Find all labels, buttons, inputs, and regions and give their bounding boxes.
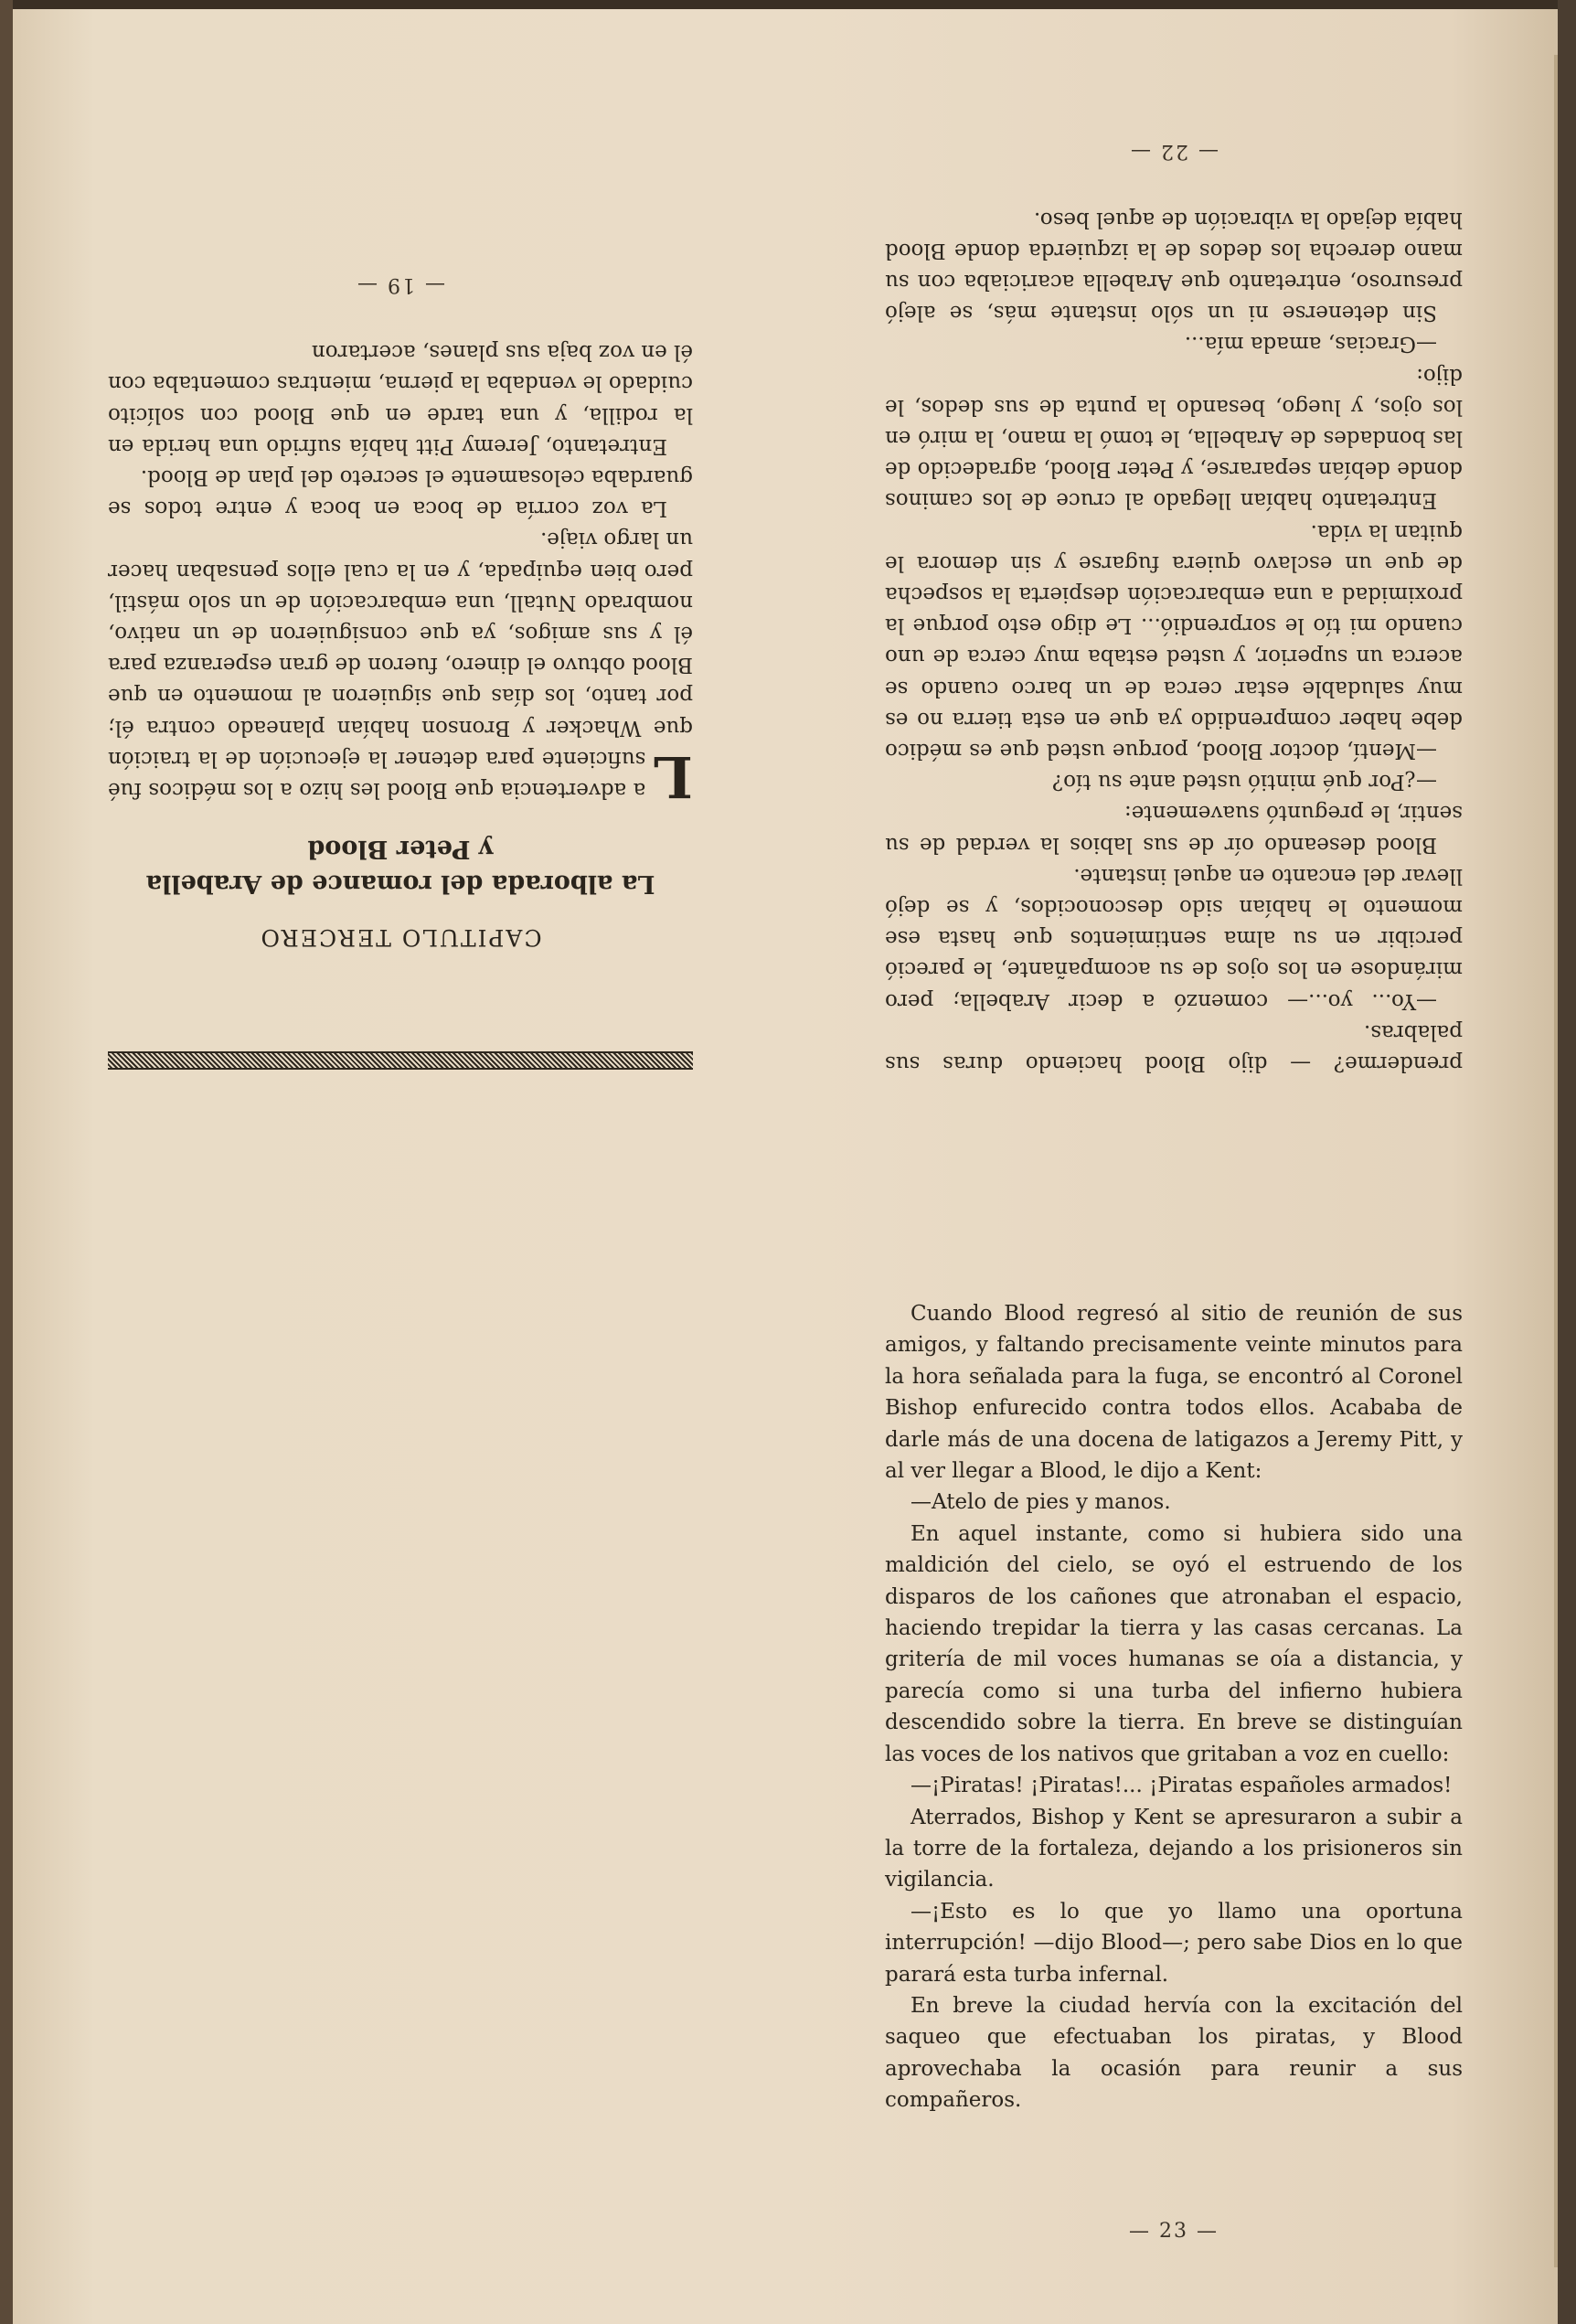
- page-19-text: [108, 336, 693, 810]
- p22-paragraph: Entretanto habían llegado al cruce de los caminos donde debían separarse, y Peter Blood, agradecido de las bondades de Arabella, le tomó la mano, la miró en los ojos, y luego, besando la punta de sus dedos, le dijo:: [885, 363, 1463, 513]
- p23-paragraph: —¡Piratas! ¡Piratas!... ¡Piratas españoles armados!: [910, 1774, 1453, 1798]
- p22-paragraph: —Yo... yo...— comenzó a decir Arabella; pero mirándose en los ojos de su acompañante, le pareció percibir en su alma sentimientos que hasta ese momento le habían sido desconocidos, y se dejó llevar del encanto en aquel instante.: [885, 863, 1463, 1013]
- chapter-title: CAPITULO TERCERO: [259, 924, 542, 951]
- page-number-22: — 22 —: [1129, 140, 1219, 164]
- p23-paragraph: —¡Esto es lo que yo llamo una oportuna interrupción! —dijo Blood—; pero sabe Dios en lo que parará esta turba infernal.: [885, 1899, 1463, 1987]
- p19-paragraph: La voz corría de boca en boca y entre todos se guardaba celosamente el secreto del plan de Blood.: [108, 464, 693, 521]
- p23-paragraph: —Atelo de pies y manos.: [910, 1490, 1171, 1515]
- page-22-text: [885, 203, 1463, 1079]
- chapter-subtitle-line: La alborada del romance de Arabella: [145, 869, 655, 898]
- p22-paragraph: prenderme? — dijo Blood haciendo duras sus palabras.: [885, 1019, 1463, 1075]
- p19-first-paragraph-text: a advertencia que Blood les hizo a los médicos fué suficiente para detener la ejecución de la traición que Whacker y Bronson habían planeado contra él; por tanto, los días que siguieron al momento en que Blood obtuvo el dinero, fueron de gran esperanza para él y sus amigos, ya que consiguieron de un nativo, nombrado Nutall, una embarcación de un solo mástil, pero bien equipada, y en la cual ellos pensaban hacer un largo viaje.: [108, 528, 693, 802]
- page-22-column: [885, 110, 1463, 1079]
- scan-border-left: [0, 0, 13, 2324]
- scan-border-right: [1558, 0, 1576, 2324]
- scan-border-top: [0, 0, 1576, 9]
- p23-paragraph: Cuando Blood regresó al sitio de reunión de sus amigos, y faltando precisamente veinte minutos para la hora señalada para la fuga, se encontró al Coronel Bishop enfurecido contra todos ellos. Acababa de darle más de una docena de latigazos a Jeremy Pitt, y al ver llegar a Blood, le dijo a Kent:: [885, 1302, 1463, 1484]
- chapter-subtitle-line: y Peter Blood: [307, 835, 494, 863]
- page-19-column: [108, 110, 693, 1070]
- p23-paragraph: En aquel instante, como si hubiera sido una maldición del cielo, se oyó el estruendo de los disparos de los cañones que atronaban el espacio, haciendo trepidar la tierra y las casas cercanas. La gritería de mil voces humanas se oía a distancia, y parecía como si una turba del infierno hubiera descendido sobre la tierra. En breve se distinguían las voces de los nativos que gritaban a voz en cuello:: [885, 1521, 1463, 1766]
- p22-paragraph: —Mentí, doctor Blood, porque usted que es médico debe haber comprendido ya que en esta tierra no es muy saludable estar cerca de un barco cuando se acerca un superior, y usted estaba muy cerca de uno cuando mi tío le sorprendió... Le digo esto porque la proximidad a una embarcación despierta la sospecha de que un esclavo quiera fugarse y sin demora le quitan la vida.: [885, 519, 1463, 762]
- p23-paragraph: En breve la ciudad hervía con la excitación del saqueo que efectuaban los piratas, y Blood aprovechaba la ocasión para reunir a sus compañeros.: [885, 1993, 1463, 2113]
- page-number-23: — 23 —: [1129, 2220, 1219, 2243]
- p22-paragraph: Blood deseando oír de sus labios la verdad de su sentir, le preguntó suavemente:: [885, 801, 1463, 857]
- ornamental-rule: [108, 1051, 693, 1070]
- page-23-column: [885, 1298, 1463, 2116]
- page-23-text: [885, 1298, 1463, 2116]
- chapter-subtitle: [108, 831, 693, 901]
- p23-paragraph: Aterrados, Bishop y Kent se apresuraron a subir a la torre de la fortaleza, dejando a los prisioneros sin vigilancia.: [885, 1805, 1463, 1892]
- page-number-19: — 19 —: [356, 272, 445, 296]
- p19-first-paragraph: [108, 524, 693, 810]
- p22-paragraph: —Gracias, amada mía...: [1184, 332, 1437, 357]
- p19-paragraph: Entretanto, Jeremy Pitt había sufrido una herida en la rodilla, y una tarde en que Blood con solícito cuidado le vendaba la pierna, mientras comentaba con él en voz baja sus planes, acertaron: [108, 340, 693, 458]
- p22-paragraph: Sin detenerse ni un sólo instante más, se alejó presuroso, entretanto que Arabella acariciaba con su mano derecha los dedos de la izquierda donde Blood había dejado la vibración de aquel beso.: [885, 207, 1463, 325]
- p22-paragraph: —¿Por qué mintió usted ante su tío?: [1051, 770, 1437, 794]
- page-edge: [1554, 55, 1558, 2267]
- drop-cap: L: [653, 743, 693, 810]
